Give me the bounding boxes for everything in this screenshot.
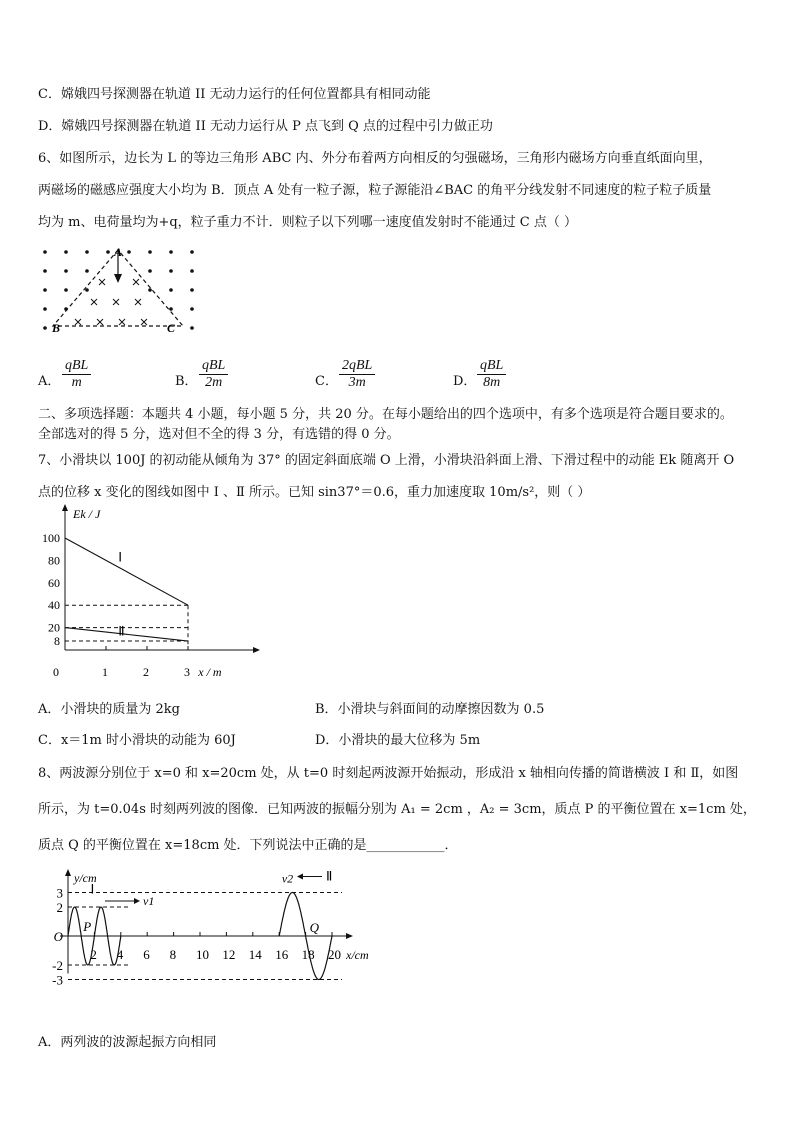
x-axis-arrow <box>253 647 260 653</box>
q6-stem-line2: 两磁场的磁感应强度大小均为 B．顶点 A 处有一粒子源，粒子源能沿∠BAC 的角平分线发射不同速度的粒子粒子质量 <box>38 183 712 198</box>
y-axis-arrow <box>62 504 68 511</box>
q7-option-a: A．小滑块的质量为 2kg <box>38 702 180 717</box>
field-dot <box>85 250 89 254</box>
field-dot <box>106 250 110 254</box>
series-label-1: Ⅰ <box>118 549 123 565</box>
field-cross <box>119 319 125 325</box>
y-tick-label: -3 <box>52 972 63 988</box>
field-dot <box>190 326 194 330</box>
q8-chart-marks <box>52 869 369 988</box>
q6-magnetic-field-figure <box>38 242 208 340</box>
field-dot <box>43 326 47 330</box>
field-dot <box>190 250 194 254</box>
field-cross <box>141 319 147 325</box>
field-dot <box>169 288 173 292</box>
q7-chart-marks <box>42 504 260 679</box>
x-tick-label: 20 <box>328 947 341 962</box>
q8-stem-line3: 质点 Q 的平衡位置在 x=18cm 处．下列说法中正确的是____________． <box>38 838 458 853</box>
field-cross <box>133 279 139 285</box>
x-tick-label: 16 <box>275 947 289 962</box>
point-p-label: P <box>83 919 92 934</box>
y-tick-label: 100 <box>42 531 60 545</box>
inner-field-crosses <box>75 279 147 325</box>
y-tick-label: 3 <box>56 885 63 901</box>
q6-option-b-fraction: qBL 2m <box>199 358 228 391</box>
field-dot <box>190 307 194 311</box>
v1-arrowhead <box>134 898 140 904</box>
launch-arrow <box>114 274 122 283</box>
q6-option-a-label: A． <box>38 374 61 389</box>
field-dot <box>43 307 47 311</box>
field-dot <box>64 250 68 254</box>
y-tick-label: 2 <box>56 900 63 915</box>
vertex-a-label: A <box>114 245 123 259</box>
q5-option-d: D．嫦娥四号探测器在轨道 II 无动力运行从 P 点飞到 Q 点的过程中引力做正功 <box>38 119 493 134</box>
vertex-c-label: C <box>167 321 176 335</box>
field-dot <box>169 269 173 273</box>
field-dot <box>148 288 152 292</box>
field-dot <box>64 269 68 273</box>
x-tick-label: 18 <box>301 947 315 962</box>
q8-wave-chart <box>38 866 398 1000</box>
y-tick-label: 60 <box>48 575 60 590</box>
q8-stem-line2: 所示，为 t=0.04s 时刻两列波的图像．已知两波的振幅分别为 A₁ = 2cm ，A₂ = 3cm，质点 P 的平衡位置在 x=1cm 处， <box>38 802 756 817</box>
x-axis-arrow <box>346 933 353 939</box>
x-tick-label: 0 <box>53 665 59 679</box>
x-tick-label: 2 <box>143 665 149 679</box>
wave-2-label: Ⅱ <box>326 868 333 884</box>
q7-option-d: D．小滑块的最大位移为 5m <box>315 733 481 748</box>
field-cross <box>91 299 97 305</box>
y-axis-label: Ek / J <box>73 507 101 521</box>
q7-energy-chart <box>38 503 278 683</box>
y-tick-label: 40 <box>48 598 60 613</box>
x-tick-label: 14 <box>248 947 262 962</box>
x-tick-label: 10 <box>196 947 209 962</box>
field-dot <box>190 269 194 273</box>
x-tick-label: 6 <box>143 947 150 962</box>
q8-stem-line1: 8、两波源分别位于 x=0 和 x=20cm 处，从 t=0 时刻起两波源开始振动，形成沿 x 轴相向传播的简谐横波 Ⅰ 和 Ⅱ，如图 <box>38 766 739 781</box>
y-tick-label: 20 <box>48 620 60 635</box>
field-dot <box>169 307 173 311</box>
field-dot <box>64 288 68 292</box>
field-dot <box>190 288 194 292</box>
x-tick-label: 1 <box>102 665 108 679</box>
field-cross <box>99 279 105 285</box>
x-axis-label: x/cm <box>346 948 369 962</box>
x-tick-label: 12 <box>222 947 236 962</box>
y-tick-label: 80 <box>48 553 60 568</box>
q5-option-c: C．嫦娥四号探测器在轨道 II 无动力运行的任何位置都具有相同动能 <box>38 87 431 102</box>
v2-label: v2 <box>281 871 294 886</box>
field-dot <box>85 269 89 273</box>
series-line-1 <box>65 538 188 605</box>
q6-stem-line1: 6、如图所示，边长为 L 的等边三角形 ABC 内、外分布着两方向相反的匀强磁场，三角形内磁场方向垂直纸面向里， <box>38 151 712 166</box>
q7-stem-line1: 7、小滑块以 100J 的初动能从倾角为 37° 的固定斜面底端 O 上滑，小滑块沿斜面上滑、下滑过程中的动能 Ek 随离开 O <box>38 453 735 468</box>
x-axis-label: x / m <box>198 665 222 679</box>
wave-1-label: Ⅰ <box>90 881 95 897</box>
field-dot <box>43 269 47 273</box>
section2-heading-line1: 二、多项选择题：本题共 4 小题，每小题 5 分，共 20 分。在每小题给出的四个选项中，有多个选项是符合题目要求的。 <box>38 407 733 422</box>
field-cross <box>113 299 119 305</box>
q7-option-b: B．小滑块与斜面间的动摩擦因数为 0.5 <box>315 702 545 717</box>
section2-heading-line2: 全部选对的得 5 分，选对但不全的得 3 分，有选错的得 0 分。 <box>38 427 400 442</box>
field-dot <box>148 250 152 254</box>
q7-option-c: C．x＝1m 时小滑块的动能为 60J <box>38 733 236 748</box>
v1-label: v1 <box>143 894 155 908</box>
q6-option-d-fraction: qBL 8m <box>477 358 506 391</box>
field-cross <box>135 299 141 305</box>
y-tick-label: -2 <box>52 958 63 973</box>
q6-option-b-label: B． <box>175 374 198 389</box>
point-q-label: Q <box>309 920 319 935</box>
x-tick-label: 8 <box>169 947 177 962</box>
x-tick-label: 2 <box>90 947 97 962</box>
q8-option-a: A．两列波的波源起振方向相同 <box>38 1035 217 1050</box>
series-label-2: Ⅱ <box>118 623 125 639</box>
field-dot <box>127 250 131 254</box>
x-tick-label: 3 <box>184 665 190 679</box>
field-dot <box>148 269 152 273</box>
y-axis-label: y/cm <box>74 871 97 885</box>
y-axis-arrow <box>65 869 71 876</box>
q6-stem-line3: 均为 m、电荷量均为+q，粒子重力不计．则粒子以下列哪一速度值发射时不能通过 C 点（ ） <box>38 215 578 230</box>
q6-option-c-label: C． <box>315 374 338 389</box>
q6-option-c-fraction: 2qBL 3m <box>339 358 375 391</box>
series-line-2 <box>65 628 188 641</box>
vertex-b-label: B <box>52 321 61 335</box>
q6-option-a-fraction: qBL m <box>62 358 91 391</box>
field-cross <box>97 319 103 325</box>
field-cross <box>75 319 81 325</box>
field-dot <box>43 288 47 292</box>
x-tick-label: 4 <box>116 947 124 962</box>
q7-stem-line2: 点的位移 x 变化的图线如图中 Ⅰ 、Ⅱ 所示。已知 sin37°＝0.6，重力加速度取 10m/s²，则（ ） <box>38 485 591 500</box>
field-dot <box>169 250 173 254</box>
q6-option-d-label: D． <box>453 374 477 389</box>
field-dot <box>85 288 89 292</box>
y-tick-label: 8 <box>54 634 60 649</box>
v2-arrowhead <box>297 874 303 880</box>
field-dot <box>43 250 47 254</box>
y-tick-label: O <box>53 929 63 944</box>
